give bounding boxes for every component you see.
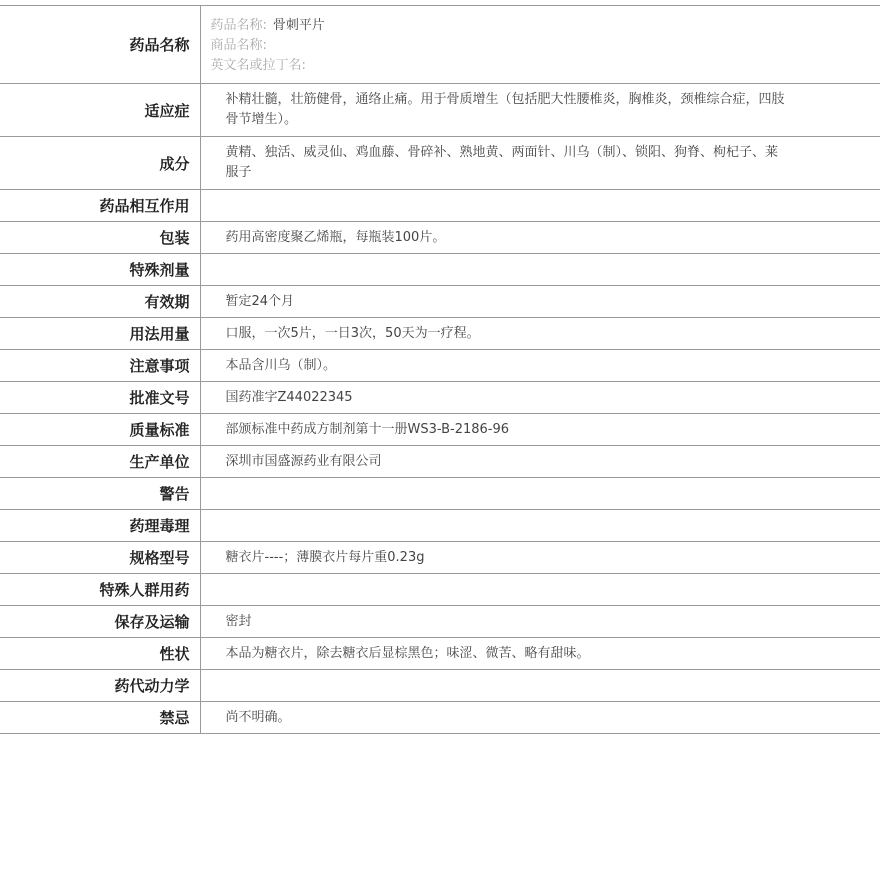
- row-pharmacokinetics: [0, 670, 880, 702]
- row-value-warnings: [200, 478, 880, 510]
- row-value-appearance: 本品为糖衣片，除去糖衣后显棕黑色；味涩、微苦、略有甜味。: [200, 638, 880, 670]
- row-value-ingredients: 黄精、独活、威灵仙、鸡血藤、骨碎补、熟地黄、两面针、川乌（制）、锁阳、狗脊、枸杞子、莱服子: [200, 137, 880, 190]
- row-special-populations: [0, 574, 880, 606]
- row-label-manufacturer: 生产单位: [0, 446, 200, 478]
- row-label-contraindications: 禁忌: [0, 702, 200, 734]
- generic-name-key: 药品名称:: [210, 17, 267, 33]
- row-label-packaging: 包装: [0, 222, 200, 254]
- row-label-ingredients: 成分: [0, 137, 200, 190]
- drug-info-table: [0, 5, 880, 734]
- row-value-special-populations: [200, 574, 880, 606]
- trade-name-key: 商品名称:: [210, 37, 267, 53]
- row-indications: [0, 84, 880, 137]
- generic-name-line: [211, 16, 791, 36]
- row-label-indications: 适应症: [0, 84, 200, 137]
- drug-names-cell: [200, 6, 880, 84]
- row-label-warnings: 警告: [0, 478, 200, 510]
- row-warnings: [0, 478, 880, 510]
- row-manufacturer: [0, 446, 880, 478]
- row-value-quality-standard: 部颁标准中药成方制剂第十一册WS3-B-2186-96: [200, 414, 880, 446]
- row-label-appearance: 性状: [0, 638, 200, 670]
- row-contraindications: [0, 702, 880, 734]
- row-interactions: [0, 190, 880, 222]
- row-label-storage: 保存及运输: [0, 606, 200, 638]
- row-dosage: [0, 318, 880, 350]
- row-value-packaging: 药用高密度聚乙烯瓶，每瓶装100片。: [200, 222, 880, 254]
- row-value-manufacturer: 深圳市国盛源药业有限公司: [200, 446, 880, 478]
- row-label-dosage: 用法用量: [0, 318, 200, 350]
- row-drug-names: [0, 6, 880, 84]
- row-value-pharmacokinetics: [200, 670, 880, 702]
- row-value-pharmacology: [200, 510, 880, 542]
- row-label-precautions: 注意事项: [0, 350, 200, 382]
- row-value-precautions: 本品含川乌（制）。: [200, 350, 880, 382]
- row-value-special-dosage: [200, 254, 880, 286]
- row-label-specification: 规格型号: [0, 542, 200, 574]
- row-value-specification: 糖衣片----；薄膜衣片每片重0.23g: [200, 542, 880, 574]
- row-special-dosage: [0, 254, 880, 286]
- row-shelf-life: [0, 286, 880, 318]
- row-quality-standard: [0, 414, 880, 446]
- row-value-approval-number: 国药准字Z44022345: [200, 382, 880, 414]
- row-label-special-dosage: 特殊剂量: [0, 254, 200, 286]
- latin-name-key: 英文名或拉丁名:: [210, 57, 306, 73]
- row-label-quality-standard: 质量标准: [0, 414, 200, 446]
- row-label-pharmacokinetics: 药代动力学: [0, 670, 200, 702]
- row-appearance: [0, 638, 880, 670]
- row-value-shelf-life: 暂定24个月: [200, 286, 880, 318]
- row-label-drug-names: 药品名称: [0, 6, 200, 84]
- row-label-special-populations: 特殊人群用药: [0, 574, 200, 606]
- row-ingredients: [0, 137, 880, 190]
- trade-name-line: [211, 36, 791, 56]
- row-pharmacology: [0, 510, 880, 542]
- row-value-interactions: [200, 190, 880, 222]
- row-value-storage: 密封: [200, 606, 880, 638]
- row-packaging: [0, 222, 880, 254]
- row-value-dosage: 口服，一次5片，一日3次，50天为一疗程。: [200, 318, 880, 350]
- row-approval-number: [0, 382, 880, 414]
- row-label-approval-number: 批准文号: [0, 382, 200, 414]
- row-label-interactions: 药品相互作用: [0, 190, 200, 222]
- row-value-contraindications: 尚不明确。: [200, 702, 880, 734]
- row-label-pharmacology: 药理毒理: [0, 510, 200, 542]
- row-label-shelf-life: 有效期: [0, 286, 200, 318]
- row-specification: [0, 542, 880, 574]
- generic-name-value: 骨刺平片: [272, 17, 325, 33]
- row-storage: [0, 606, 880, 638]
- row-value-indications: 补精壮髓，壮筋健骨，通络止痛。用于骨质增生（包括肥大性腰椎炎，胸椎炎，颈椎综合症，四肢骨节增生）。: [200, 84, 880, 137]
- latin-name-line: [211, 56, 791, 76]
- row-precautions: [0, 350, 880, 382]
